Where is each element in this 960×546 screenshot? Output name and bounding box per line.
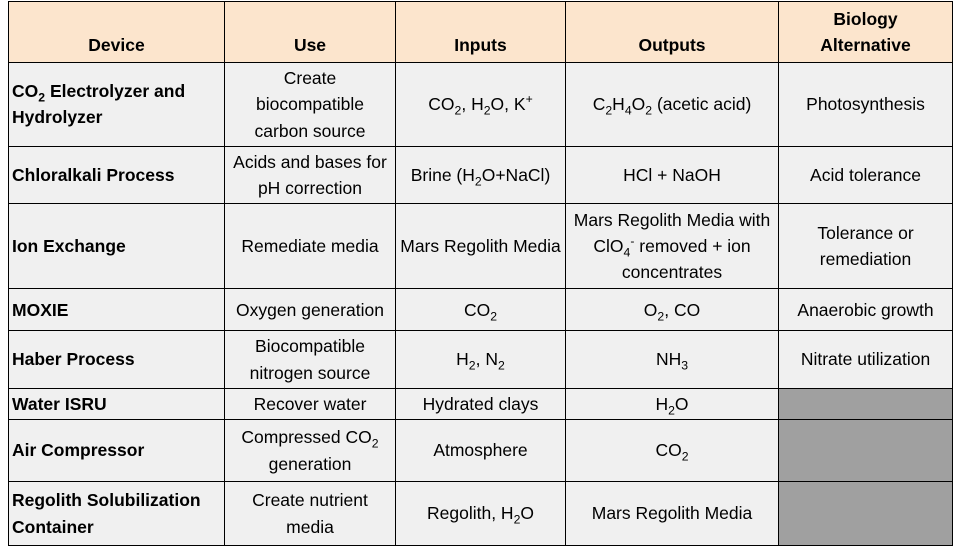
device-comparison-table [8,1,953,546]
use-cell: Recover water [225,388,396,419]
outputs-cell: $NH_3$ [566,331,779,389]
biology-cell: Anaerobic growth [779,289,953,331]
outputs-cell: HCl + NaOH [566,146,779,204]
device-cell: Haber Process [9,331,225,389]
outputs-cell: $CO_2$ [566,420,779,482]
biology-cell: Acid tolerance [779,146,953,204]
inputs-cell: Mars Regolith Media [396,204,566,289]
biology-cell-empty [779,482,953,546]
header-use: Use [225,2,396,63]
device-cell: $CO_2$ Electrolyzer and Hydrolyzer [9,63,225,147]
header-row [9,2,953,63]
biology-cell: Photosynthesis [779,63,953,147]
table-row [9,331,953,389]
device-cell: Ion Exchange [9,204,225,289]
device-cell: Air Compressor [9,420,225,482]
device-cell: Regolith Solubilization Container [9,482,225,546]
table-row [9,388,953,419]
table-row [9,420,953,482]
device-cell: MOXIE [9,289,225,331]
use-cell: Remediate media [225,204,396,289]
biology-cell-empty [779,420,953,482]
outputs-cell: Mars Regolith Media with ClO$_4$- removed + ion concentrates [566,204,779,289]
use-cell: Compressed $CO_2$ generation [225,420,396,482]
inputs-cell: $H_2$, $N_2$ [396,331,566,389]
inputs-cell: $CO_2$ [396,289,566,331]
biology-cell: Tolerance or remediation [779,204,953,289]
inputs-cell: Hydrated clays [396,388,566,419]
table-row [9,146,953,204]
table-row [9,204,953,289]
outputs-cell: $O_2$, CO [566,289,779,331]
table-row [9,482,953,546]
inputs-cell: Atmosphere [396,420,566,482]
outputs-cell: $C_2H_4O_2$ (acetic acid) [566,63,779,147]
use-cell: Biocompatible nitrogen source [225,331,396,389]
outputs-cell: $H_2O$ [566,388,779,419]
device-cell: Chloralkali Process [9,146,225,204]
inputs-cell: Brine $(H_2O+NaCl)$ [396,146,566,204]
device-cell: Water ISRU [9,388,225,419]
header-biology-alternative: Biology Alternative [779,2,953,63]
table-row [9,63,953,147]
header-device: Device [9,2,225,63]
outputs-cell: Mars Regolith Media [566,482,779,546]
use-cell: Create nutrient media [225,482,396,546]
use-cell: Oxygen generation [225,289,396,331]
use-cell: Create biocompatible carbon source [225,63,396,147]
biology-cell-empty [779,388,953,419]
biology-cell: Nitrate utilization [779,331,953,389]
header-outputs: Outputs [566,2,779,63]
use-cell: Acids and bases for pH correction [225,146,396,204]
table-row [9,289,953,331]
inputs-cell: $CO_2$, $H_2O$, K+ [396,63,566,147]
inputs-cell: Regolith, $H_2O$ [396,482,566,546]
header-inputs: Inputs [396,2,566,63]
